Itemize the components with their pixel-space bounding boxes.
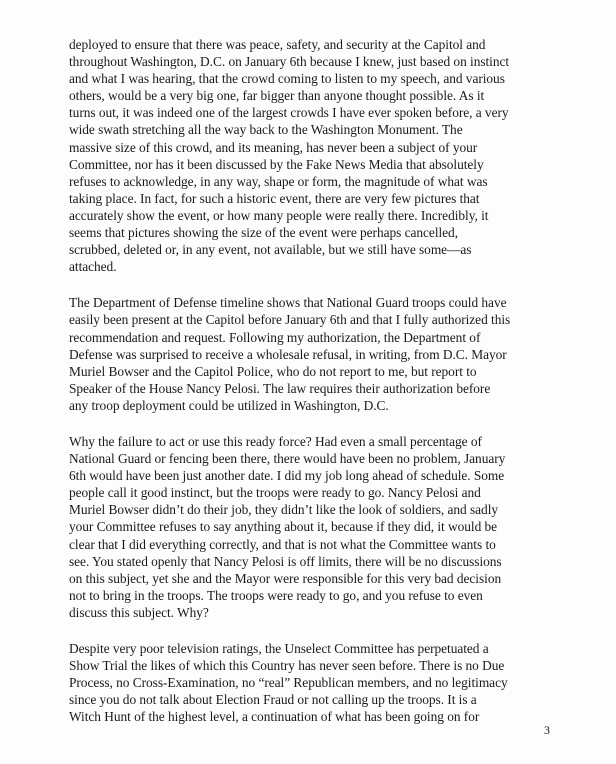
text-line: and what I was hearing, that the crowd coming to listen to my speech, and various bbox=[69, 71, 505, 87]
text-line: throughout Washington, D.C. on January 6th because I knew, just based on instinct bbox=[69, 54, 510, 70]
page-number: 3 bbox=[544, 723, 550, 737]
text-line: clear that I did everything correctly, and that is not what the Committee wants to bbox=[69, 536, 496, 552]
text-line: not to bring in the troops. The troops were ready to go, and you refuse to even bbox=[69, 587, 483, 603]
text-line: deployed to ensure that there was peace, safety, and security at the Capitol and bbox=[69, 37, 486, 52]
text-line: Committee, nor has it been discussed by the Fake News Media that absolutely bbox=[69, 156, 484, 172]
text-line: attached. bbox=[69, 259, 117, 275]
paragraph-failure-to-act bbox=[69, 433, 569, 621]
text-line: Speaker of the House Nancy Pelosi. The law requires their authorization before bbox=[69, 380, 491, 396]
paragraph-crowd-size bbox=[69, 36, 569, 275]
text-line: any troop deployment could be utilized in Washington, D.C. bbox=[69, 397, 389, 413]
text-line: refuses to acknowledge, in any way, shape or form, the magnitude of what was bbox=[69, 173, 488, 189]
text-line: taking place. In fact, for such a historic event, there are very few pictures that bbox=[69, 190, 480, 206]
text-line: seems that pictures showing the size of the event were perhaps cancelled, bbox=[69, 225, 458, 241]
text-line: see. You stated openly that Nancy Pelosi is off limits, there will be no discussions bbox=[69, 553, 502, 569]
text-line: Process, no Cross-Examination, no “real” Republican members, and no legitimacy bbox=[69, 675, 508, 691]
text-line: people call it good instinct, but the troops were ready to go. Nancy Pelosi and bbox=[69, 485, 481, 501]
text-line: others, would be a very big one, far bigger than anyone thought possible. As it bbox=[69, 88, 485, 104]
text-line: on this subject, yet she and the Mayor were responsible for this very bad decision bbox=[69, 570, 502, 586]
text-line: Why the failure to act or use this ready force? Had even a small percentage of bbox=[69, 433, 482, 449]
text-line: Muriel Bowser didn’t do their job, they didn’t like the look of soldiers, and sadly bbox=[69, 502, 499, 518]
text-line: discuss this subject. Why? bbox=[69, 604, 209, 620]
text-line: Witch Hunt of the highest level, a continuation of what has been going on for bbox=[69, 709, 480, 725]
text-line: Defense was surprised to receive a wholesale refusal, in writing, from D.C. Mayor bbox=[69, 346, 507, 362]
text-line: The Department of Defense timeline shows that National Guard troops could have bbox=[69, 295, 507, 311]
text-line: 6th would have been just another date. I did my job long ahead of schedule. Some bbox=[69, 468, 505, 484]
letter-body bbox=[69, 36, 569, 744]
text-line: scrubbed, deleted or, in any event, not available, but we still have some—as bbox=[69, 242, 472, 258]
text-line: easily been present at the Capitol before January 6th and that I fully authorized this bbox=[69, 312, 511, 328]
paragraph-show-trial bbox=[69, 640, 569, 725]
text-line: National Guard or fencing been there, there would have been no problem, January bbox=[69, 451, 506, 467]
paragraph-defense-timeline bbox=[69, 294, 569, 414]
text-line: your Committee refuses to say anything about it, because if they did, it would be bbox=[69, 519, 498, 535]
text-line: Show Trial the likes of which this Country has never seen before. There is no Due bbox=[69, 658, 505, 674]
text-line: turns out, it was indeed one of the largest crowds I have ever spoken before, a very bbox=[69, 105, 509, 121]
text-line: since you do not talk about Election Fraud or not calling up the troops. It is a bbox=[69, 692, 477, 708]
text-line: massive size of this crowd, and its meaning, has never been a subject of your bbox=[69, 139, 478, 155]
text-line: recommendation and request. Following my authorization, the Department of bbox=[69, 329, 481, 345]
text-line: Despite very poor television ratings, the Unselect Committee has perpetuated a bbox=[69, 641, 489, 656]
text-line: accurately show the event, or how many people were really there. Incredibly, it bbox=[69, 207, 489, 223]
text-line: Muriel Bowser and the Capitol Police, who do not report to me, but report to bbox=[69, 363, 477, 379]
text-line: wide swath stretching all the way back to the Washington Monument. The bbox=[69, 122, 463, 138]
